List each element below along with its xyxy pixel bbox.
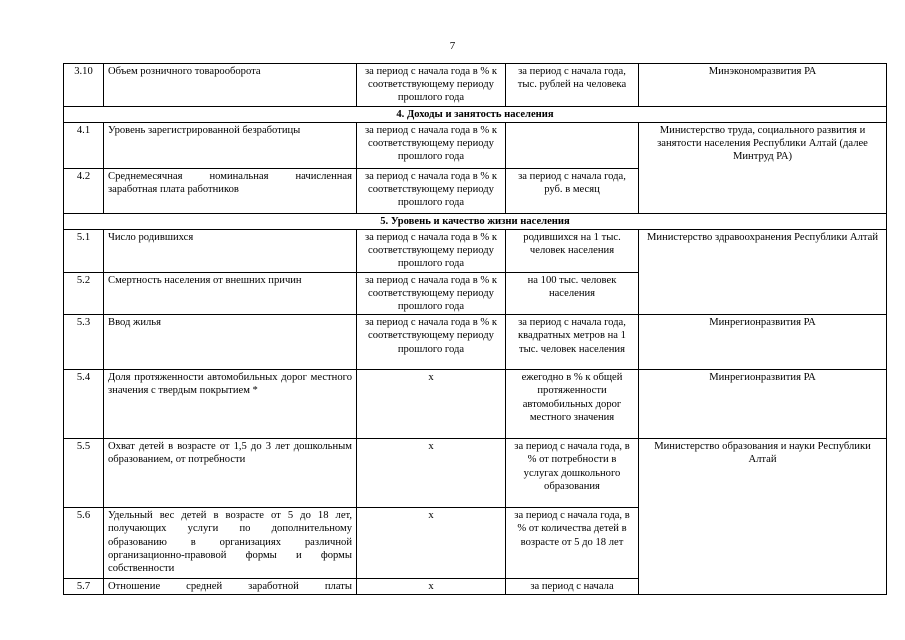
period-cell: за период с начала года в % к соответствующему периоду прошлого года — [357, 168, 506, 213]
unit-cell: за период с начала года, в % от количества детей в возрасте от 5 до 18 лет — [506, 508, 639, 579]
row-number: 3.10 — [64, 64, 104, 107]
table-row — [64, 370, 887, 439]
indicator-name: Охват детей в возрасте от 1,5 до 3 лет дошкольным образованием, от потребности — [104, 439, 357, 508]
row-number: 5.6 — [64, 508, 104, 579]
unit-cell: на 100 тыс. человек населения — [506, 272, 639, 315]
indicator-name: Уровень зарегистрированной безработицы — [104, 122, 357, 168]
section-row — [64, 106, 887, 122]
period-cell: за период с начала года в % к соответствующему периоду прошлого года — [357, 315, 506, 370]
agency-cell: Минрегионразвития РА — [639, 370, 887, 439]
period-cell: х — [357, 370, 506, 439]
indicator-name: Ввод жилья — [104, 315, 357, 370]
row-number: 5.3 — [64, 315, 104, 370]
table-row — [64, 122, 887, 168]
period-cell: х — [357, 579, 506, 595]
row-number: 5.5 — [64, 439, 104, 508]
section-heading: 4. Доходы и занятость населения — [64, 106, 887, 122]
indicator-name: Смертность населения от внешних причин — [104, 272, 357, 315]
unit-cell: родившихся на 1 тыс. человек населения — [506, 230, 639, 273]
unit-cell: ежегодно в % к общей протяженности автомобильных дорог местного значения — [506, 370, 639, 439]
unit-cell: за период с начала года, руб. в месяц — [506, 168, 639, 213]
indicator-name: Число родившихся — [104, 230, 357, 273]
period-cell: за период с начала года в % к соответствующему периоду прошлого года — [357, 64, 506, 107]
agency-cell: Министерство образования и науки Республики Алтай — [639, 439, 887, 595]
indicator-name: Среднемесячная номинальная начисленная заработная плата работников — [104, 168, 357, 213]
indicator-name: Удельный вес детей в возрасте от 5 до 18 лет, получающих услуги по дополнительному образованию в организациях различной организационно-правовой формы и формы собственности — [104, 508, 357, 579]
period-cell: за период с начала года в % к соответствующему периоду прошлого года — [357, 272, 506, 315]
row-number: 5.2 — [64, 272, 104, 315]
indicator-name: Объем розничного товарооборота — [104, 64, 357, 107]
indicator-name: Отношение средней заработной платы — [104, 579, 357, 595]
section-row — [64, 213, 887, 229]
table-row — [64, 230, 887, 273]
table-row — [64, 439, 887, 508]
unit-cell: за период с начала года, квадратных метров на 1 тыс. человек населения — [506, 315, 639, 370]
period-cell: за период с начала года в % к соответствующему периоду прошлого года — [357, 122, 506, 168]
unit-cell — [506, 122, 639, 168]
agency-cell: Минрегионразвития РА — [639, 315, 887, 370]
agency-cell: Министерство здравоохранения Республики Алтай — [639, 230, 887, 315]
unit-cell: за период с начала года, в % от потребности в услугах дошкольного образования — [506, 439, 639, 508]
period-cell: за период с начала года в % к соответствующему периоду прошлого года — [357, 230, 506, 273]
row-number: 5.4 — [64, 370, 104, 439]
page-number: 7 — [449, 40, 456, 52]
unit-cell: за период с начала — [506, 579, 639, 595]
table-row — [64, 64, 887, 107]
indicators-table — [63, 63, 887, 595]
row-number: 5.1 — [64, 230, 104, 273]
period-cell: х — [357, 508, 506, 579]
agency-cell: Министерство труда, социального развития и занятости населения Республики Алтай (далее Минтруд РА) — [639, 122, 887, 213]
section-heading: 5. Уровень и качество жизни населения — [64, 213, 887, 229]
row-number: 5.7 — [64, 579, 104, 595]
row-number: 4.1 — [64, 122, 104, 168]
unit-cell: за период с начала года, тыс. рублей на человека — [506, 64, 639, 107]
row-number: 4.2 — [64, 168, 104, 213]
indicator-name: Доля протяженности автомобильных дорог местного значения с твердым покрытием * — [104, 370, 357, 439]
period-cell: х — [357, 439, 506, 508]
table-row — [64, 315, 887, 370]
agency-cell: Минэкономразвития РА — [639, 64, 887, 107]
